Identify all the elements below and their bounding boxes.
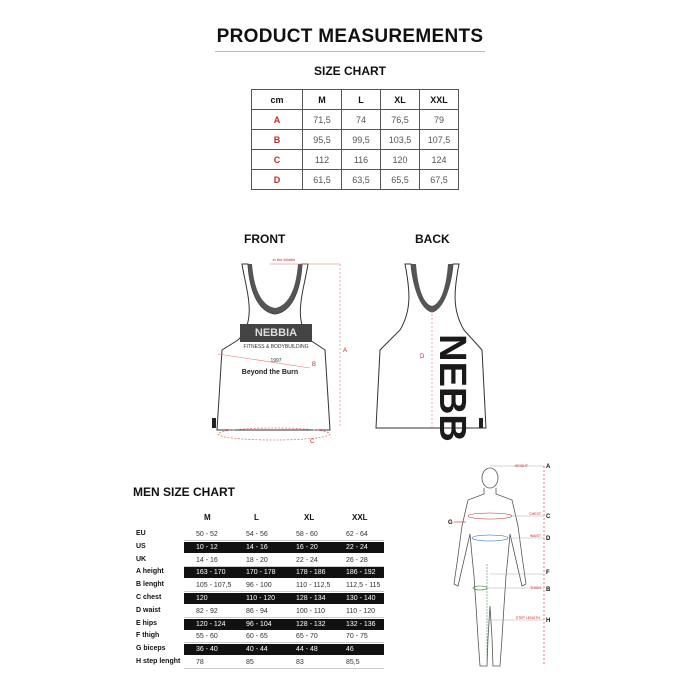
- front-logo-year: 1997: [270, 358, 282, 364]
- front-note: in the Middle: [272, 257, 296, 262]
- men-chart-row: [136, 644, 384, 655]
- size-chart-cell: 112: [303, 150, 342, 170]
- men-chart-cell: 22 - 24: [296, 556, 318, 564]
- size-chart-row: [252, 110, 459, 130]
- men-chart-cell: 128 - 134: [296, 595, 326, 602]
- men-chart-row: [136, 593, 384, 604]
- men-chart-cell: 82 - 92: [196, 607, 218, 615]
- men-chart-cell: 14 - 16: [196, 556, 218, 564]
- men-chart-cell: 86 - 94: [246, 607, 268, 615]
- men-chart-row: [136, 580, 384, 591]
- body-mark-g: G: [448, 520, 453, 526]
- men-chart-row-label: F thigh: [136, 632, 160, 640]
- mark-c: C: [310, 439, 315, 445]
- men-chart-cell: 110 - 120: [246, 595, 276, 602]
- row-separator: [184, 668, 384, 669]
- size-chart-cell: 65,5: [381, 170, 420, 190]
- size-chart-row: [252, 150, 459, 170]
- men-chart-cell: 110 - 120: [346, 607, 376, 615]
- men-chart-cell: 85,5: [346, 659, 360, 666]
- men-chart-cell: 128 - 132: [296, 620, 326, 628]
- men-chart-cell: 83: [296, 659, 304, 666]
- size-chart-header-cell: M: [303, 90, 342, 110]
- front-logo-text: NEBBIA: [254, 327, 298, 339]
- men-chart-cell: 50 - 52: [196, 531, 218, 538]
- size-chart-subtitle: SIZE CHART: [314, 64, 386, 78]
- size-chart-table: [251, 89, 459, 190]
- men-chart-row: [136, 619, 384, 630]
- size-chart-header-row: [252, 90, 459, 110]
- body-mark-d: D: [546, 536, 551, 542]
- men-chart-cell: 55 - 60: [196, 633, 218, 641]
- men-chart-header-cell: L: [254, 513, 259, 522]
- men-chart-cell: 96 - 104: [246, 620, 272, 628]
- men-chart-cell: 163 - 170: [196, 569, 226, 577]
- men-chart-cell: 65 - 70: [296, 633, 318, 641]
- front-tank-top: [212, 257, 347, 445]
- size-chart-row-label: B: [252, 130, 303, 150]
- men-chart-header-cell: M: [204, 513, 211, 522]
- men-chart-row-label: US: [136, 542, 146, 550]
- size-chart-header-cell: XXL: [420, 90, 459, 110]
- front-slogan: Beyond the Burn: [241, 369, 299, 376]
- men-chart-cell: 120 - 124: [196, 620, 226, 628]
- men-chart-cell: 14 - 16: [246, 543, 268, 551]
- size-chart-cell: 71,5: [303, 110, 342, 130]
- men-chart-cell: 46: [346, 646, 354, 654]
- size-chart-cell: 67,5: [420, 170, 459, 190]
- men-chart-row: [136, 631, 384, 642]
- men-chart-cell: 26 - 28: [346, 556, 368, 564]
- back-tank-top: [376, 264, 486, 442]
- page-title: PRODUCT MEASUREMENTS: [216, 26, 484, 47]
- men-chart-cell: 178 - 186: [296, 569, 326, 577]
- men-chart-cell: 85: [246, 659, 254, 666]
- body-note-thigh: THIGH: [530, 586, 541, 590]
- men-chart-cell: 18 - 20: [246, 556, 268, 564]
- size-chart-cell: 79: [420, 110, 459, 130]
- men-chart-cell: 110 - 112,5: [296, 582, 331, 590]
- size-chart-cell: 63,5: [342, 170, 381, 190]
- men-chart-row-label: G biceps: [136, 645, 166, 653]
- tank-top-illustration: [200, 250, 500, 450]
- size-chart-row-label: C: [252, 150, 303, 170]
- mark-a: A: [343, 348, 348, 354]
- size-chart-header-cell: cm: [252, 90, 303, 110]
- men-chart-row: [136, 529, 384, 540]
- body-measurement-figure: [440, 456, 570, 676]
- human-body-outline: [454, 468, 526, 666]
- size-chart-cell: 107,5: [420, 130, 459, 150]
- size-chart-row-label: A: [252, 110, 303, 130]
- men-chart-cell: 10 - 12: [196, 543, 218, 551]
- size-chart-row: [252, 170, 459, 190]
- men-chart-cell: 44 - 48: [296, 646, 318, 654]
- men-chart-cell: 186 - 192: [346, 569, 376, 577]
- body-note-waist: WAIST: [530, 534, 541, 538]
- men-chart-cell: 112,5 - 115: [346, 582, 381, 590]
- size-chart-cell: 99,5: [342, 130, 381, 150]
- size-chart-cell: 120: [381, 150, 420, 170]
- men-chart-row-label: B lenght: [136, 581, 164, 589]
- men-chart-cell: 62 - 64: [346, 531, 368, 538]
- men-chart-row: [136, 567, 384, 578]
- men-chart-cell: 36 - 40: [196, 646, 218, 654]
- back-view-label: BACK: [415, 232, 450, 246]
- body-mark-f: F: [546, 570, 550, 576]
- men-chart-row: [136, 542, 384, 553]
- men-chart-cell: 16 - 20: [296, 543, 318, 551]
- body-mark-h: H: [546, 618, 551, 624]
- size-chart-cell: 103,5: [381, 130, 420, 150]
- men-chart-cell: 132 - 136: [346, 620, 376, 628]
- men-chart-cell: 170 - 178: [246, 569, 276, 577]
- men-chart-row: [136, 606, 384, 617]
- men-chart-row-label: E hips: [136, 619, 158, 627]
- men-chart-row: [136, 657, 384, 668]
- front-logo-sub: FITNESS & BODYBUILDING: [243, 344, 309, 350]
- front-view-label: FRONT: [244, 232, 286, 246]
- men-chart-row-label: D waist: [136, 606, 161, 614]
- size-chart-row: [252, 130, 459, 150]
- men-chart-cell: 70 - 75: [346, 633, 368, 641]
- body-note-step: STEP LENGTH: [515, 616, 540, 620]
- mark-b: B: [312, 362, 317, 368]
- size-chart-row-label: D: [252, 170, 303, 190]
- size-chart-cell: 124: [420, 150, 459, 170]
- men-chart-row: [136, 555, 384, 566]
- men-chart-cell: 78: [196, 659, 204, 666]
- men-chart-header-cell: XL: [304, 513, 315, 522]
- size-chart-header-cell: XL: [381, 90, 420, 110]
- body-mark-a: A: [546, 464, 551, 470]
- men-chart-row-label: H step lenght: [136, 658, 181, 665]
- men-chart-cell: 130 - 140: [346, 595, 376, 602]
- men-chart-row-label: A height: [136, 568, 164, 576]
- body-mark-c: C: [546, 514, 551, 520]
- men-chart-cell: 22 - 24: [346, 543, 368, 551]
- men-chart-cell: 54 - 56: [246, 531, 268, 538]
- back-print-text: NEBB: [431, 334, 473, 442]
- size-chart-cell: 95,5: [303, 130, 342, 150]
- size-chart-cell: 116: [342, 150, 381, 170]
- men-size-chart-title: MEN SIZE CHART: [133, 485, 235, 499]
- size-chart-cell: 74: [342, 110, 381, 130]
- men-chart-cell: 120: [196, 595, 208, 602]
- title-divider: [215, 51, 485, 52]
- men-chart-cell: 96 - 100: [246, 582, 272, 590]
- men-chart-cell: 100 - 110: [296, 607, 326, 615]
- men-chart-cell: 105 - 107,5: [196, 582, 232, 590]
- body-note-height: HEIGHT: [514, 464, 528, 468]
- men-chart-row-label: UK: [136, 555, 147, 563]
- size-chart-header-cell: L: [342, 90, 381, 110]
- men-chart-cell: 60 - 65: [246, 633, 268, 641]
- mark-d: D: [420, 354, 425, 360]
- men-chart-cell: 58 - 60: [296, 531, 318, 538]
- size-chart-cell: 76,5: [381, 110, 420, 130]
- men-chart-row-label: C chest: [136, 594, 162, 601]
- body-mark-b: B: [546, 587, 551, 593]
- body-note-chest: CHEST: [529, 512, 541, 516]
- men-chart-row-label: EU: [136, 530, 146, 537]
- men-chart-cell: 40 - 44: [246, 646, 268, 654]
- men-chart-header-cell: XXL: [352, 513, 368, 522]
- size-chart-cell: 61,5: [303, 170, 342, 190]
